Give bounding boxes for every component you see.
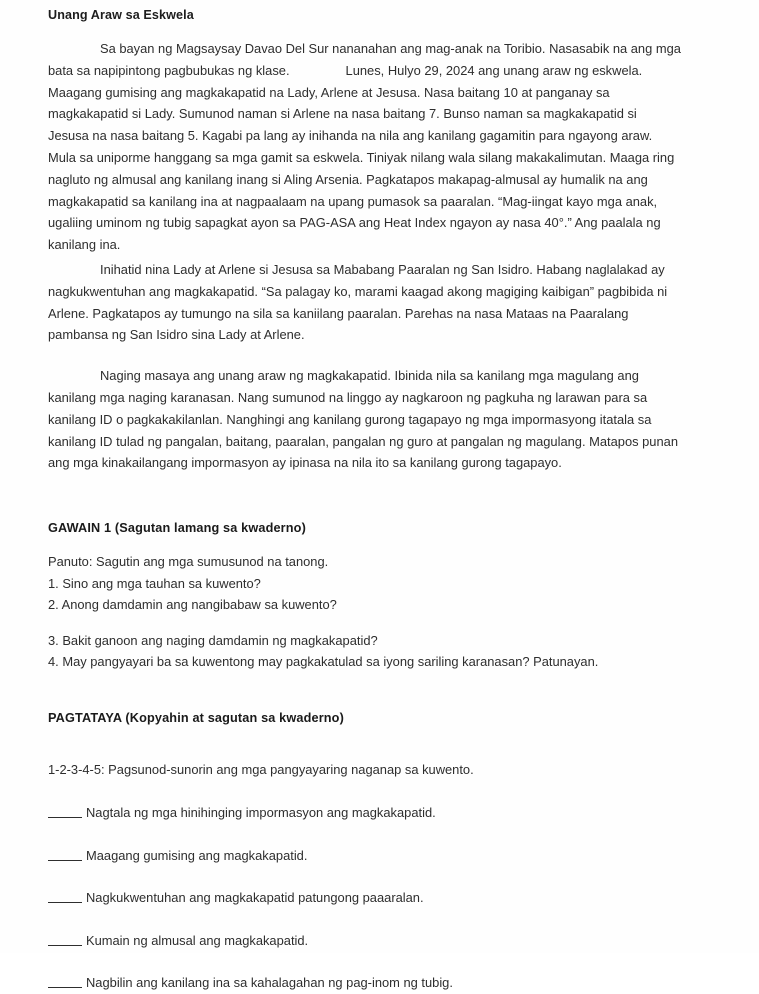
story-paragraph-2: Inihatid nina Lady at Arlene si Jesusa sa Mababang Paaralan ng San Isidro. Habang naglalakad ay nagkukwentuhan ang magkakapatid. “Sa palagay ko, marami kaagad akong magiging kaibigan” pagbibida ni Arlene. Pagkatapos ay tumungo na sila sa kaniilang paaralan. Parehas na nasa Mataas na Paaralang pambansa ng San Isidro sina Lady at Arlene.	[48, 261, 668, 343]
answer-blank[interactable]	[48, 804, 82, 818]
pagtataya-item-label: Nagtala ng mga hinihinging impormasyon ang magkakapatid.	[86, 805, 436, 821]
answer-blank[interactable]	[48, 889, 82, 903]
gawain-question-1: 1. Sino ang mga tauhan sa kuwento?	[48, 575, 261, 591]
story-paragraph-3: Naging masaya ang unang araw ng magkakapatid. Ibinida nila sa kanilang mga magulang ang kanilang mga naging karanasan. Nang sumunod na linggo ay nagkaroon ng pagkuha ng larawan para sa kanilang ID o pagkakakilanlan. Nanghingi ang kanilang gurong tagapayo ng mga impormasyong itatala sa kanilang ID tulad ng pangalan, baitang, paaralan, pangalan ng guro at pangalan ng magulang. Matapos punan ang mga kinakailangang impormasyon ay ipinasa na nila ito sa kanilang gurong tagapayo.	[48, 368, 678, 471]
answer-blank[interactable]	[48, 847, 82, 861]
answer-blank[interactable]	[48, 974, 82, 988]
story-paragraph-1-part-2: Lunes, Hulyo 29, 2024 ang unang araw ng eskwela. Maagang gumising ang magkakapatid na Lady, Arlene at Jesusa. Nasa baitang 10 at panganay sa magkakapatid si Lady. Sumunod naman si Arlene na nasa baitang 7. Bunso naman sa magkakapatid si Jesusa na nasa baitang 5. Kagabi pa lang ay inihanda na nila ang kanilang gagamitin para ngayong araw. Mula sa uniporme hanggang sa mga gamit sa eskwela. Tiniyak nilang wala silang makakalimutan. Maaga ring nagluto ng almusal ang kanilang inang si Aling Arsenia. Pagkatapos makapag-almusal ay humalik na ang magkakapatid sa kanilang ina at nagpaalaam na upang pumasok sa paaralan. “Mag-iingat kayo mga anak, ugaliing uminom ng tubig sapagkat ayon sa PAG-ASA ang Heat Index ngayon ay nasa 40°.” Ang paalala ng kanilang ina.	[48, 62, 675, 253]
spacer	[48, 725, 681, 759]
gawain-question-2: 2. Anong damdamin ang nangibabaw sa kuwento?	[48, 597, 337, 613]
pagtataya-instruction: 1-2-3-4-5: Pagsunod-sunorin ang mga pangyayaring naganap sa kuwento.	[48, 761, 474, 777]
gawain-question-4: 4. May pangyayari ba sa kuwentong may pagkakatulad sa iyong sariling karanasan? Patunayan.	[48, 654, 599, 670]
pagtataya-item	[48, 845, 681, 867]
pagtataya-item	[48, 930, 681, 952]
gawain-question-3: 3. Bakit ganoon ang naging damdamin ng magkakapatid?	[48, 632, 378, 648]
spacer	[48, 349, 681, 365]
pagtataya-item	[48, 887, 681, 909]
pagtataya-item-label: Kumain ng almusal ang magkakapatid.	[86, 932, 309, 948]
story-paragraph-1	[48, 38, 681, 256]
spacer	[48, 673, 681, 711]
answer-blank[interactable]	[48, 932, 82, 946]
gawain-instruction: Panuto: Sagutin ang mga sumusunod na tanong.	[48, 554, 329, 570]
spacer	[48, 535, 681, 551]
pagtataya-item-list	[48, 802, 681, 994]
gawain-question-list	[48, 573, 681, 673]
story-paragraph-1-part-1: Sa bayan ng Magsaysay Davao Del Sur nananahan ang mag-anak na Toribio. Nasasabik na ang mga bata sa napipintong pagbubukas ng klase.	[48, 41, 681, 78]
pagtataya-item-label: Nagkukwentuhan ang magkakapatid patungong paaaralan.	[86, 890, 424, 906]
spacer	[48, 477, 681, 521]
pagtataya-item	[48, 802, 681, 824]
pagtataya-item-label: Nagbilin ang kanilang ina sa kahalagahan ng pag-inom ng tubig.	[86, 975, 453, 991]
spacer	[48, 780, 681, 802]
pagtataya-item	[48, 972, 681, 994]
gawain-heading: GAWAIN 1 (Sagutan lamang sa kwaderno)	[48, 521, 306, 536]
pagtataya-heading: PAGTATAYA (Kopyahin at sagutan sa kwaderno)	[48, 710, 344, 725]
pagtataya-item-label: Maagang gumising ang magkakapatid.	[86, 847, 308, 863]
page-title: Unang Araw sa Eskwela	[48, 8, 194, 22]
